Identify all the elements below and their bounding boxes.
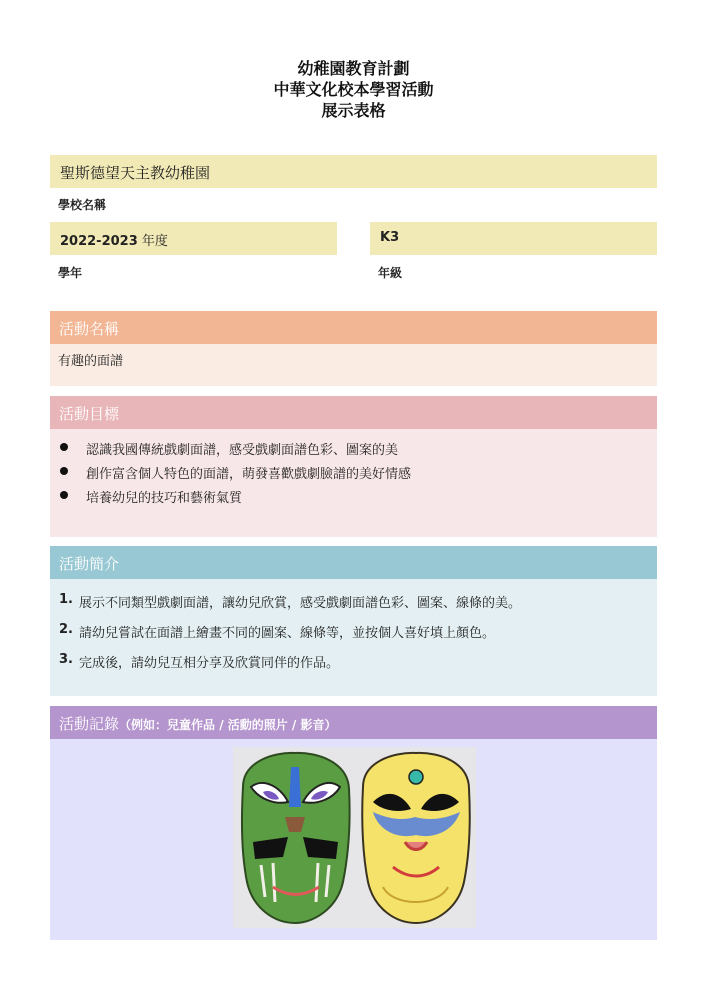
school-name-label: 學校名稱: [58, 198, 107, 212]
list-item: [50, 622, 657, 652]
list-item: [50, 652, 657, 682]
school-year-suffix: 年度: [137, 234, 168, 249]
activity-record-subtitle: （例如：兒童作品 / 活動的照片 / 影音）: [119, 718, 337, 732]
bullet-icon: [60, 443, 68, 451]
item-number: 2.: [59, 622, 73, 637]
mask-artwork-image: [233, 747, 476, 928]
activity-record-title: 活動記錄: [59, 715, 120, 733]
activity-name-heading: 活動名稱: [50, 311, 657, 344]
yellow-mask-icon: [362, 753, 470, 923]
school-year-value: 2022-2023: [60, 234, 138, 249]
bullet-icon: [60, 491, 68, 499]
item-number: 1.: [59, 592, 73, 607]
list-item: [50, 592, 657, 622]
title-line-3: 展示表格: [321, 101, 386, 120]
item-text: 展示不同類型戲劇面譜，讓幼兒欣賞，感受戲劇面譜色彩、圖案、線條的美。: [79, 596, 522, 611]
activity-record-heading: [50, 706, 657, 739]
item-text: 完成後，請幼兒互相分享及欣賞同伴的作品。: [79, 656, 340, 671]
grade-label: 年級: [378, 266, 403, 280]
title-line-1: 幼稚園教育計劃: [297, 59, 410, 78]
activity-goals-heading: 活動目標: [50, 396, 657, 429]
list-item: 培養幼兒的技巧和藝術氣質: [50, 487, 657, 511]
school-year-label: 學年: [58, 266, 83, 280]
children-artwork-photo: [233, 747, 476, 928]
item-number: 3.: [59, 652, 73, 667]
form-title: [0, 58, 707, 121]
activity-intro-list: [50, 579, 657, 696]
list-item: 認識我國傳統戲劇面譜，感受戲劇面譜色彩、圖案的美: [50, 439, 657, 463]
activity-intro-heading: 活動簡介: [50, 546, 657, 579]
school-name-field: 聖斯德望天主教幼稚園: [50, 155, 657, 188]
list-item: 創作富含個人特色的面譜，萌發喜歡戲劇臉譜的美好情感: [50, 463, 657, 487]
green-mask-icon: [242, 753, 350, 923]
activity-name-value: 有趣的面譜: [50, 344, 657, 386]
title-line-2: 中華文化校本學習活動: [273, 80, 434, 99]
activity-goals-list: [50, 429, 657, 537]
bullet-icon: [60, 467, 68, 475]
item-text: 請幼兒嘗試在面譜上繪畫不同的圖案、線條等，並按個人喜好填上顏色。: [79, 626, 496, 641]
grade-field: K3: [370, 222, 657, 255]
school-year-field: [50, 222, 337, 255]
